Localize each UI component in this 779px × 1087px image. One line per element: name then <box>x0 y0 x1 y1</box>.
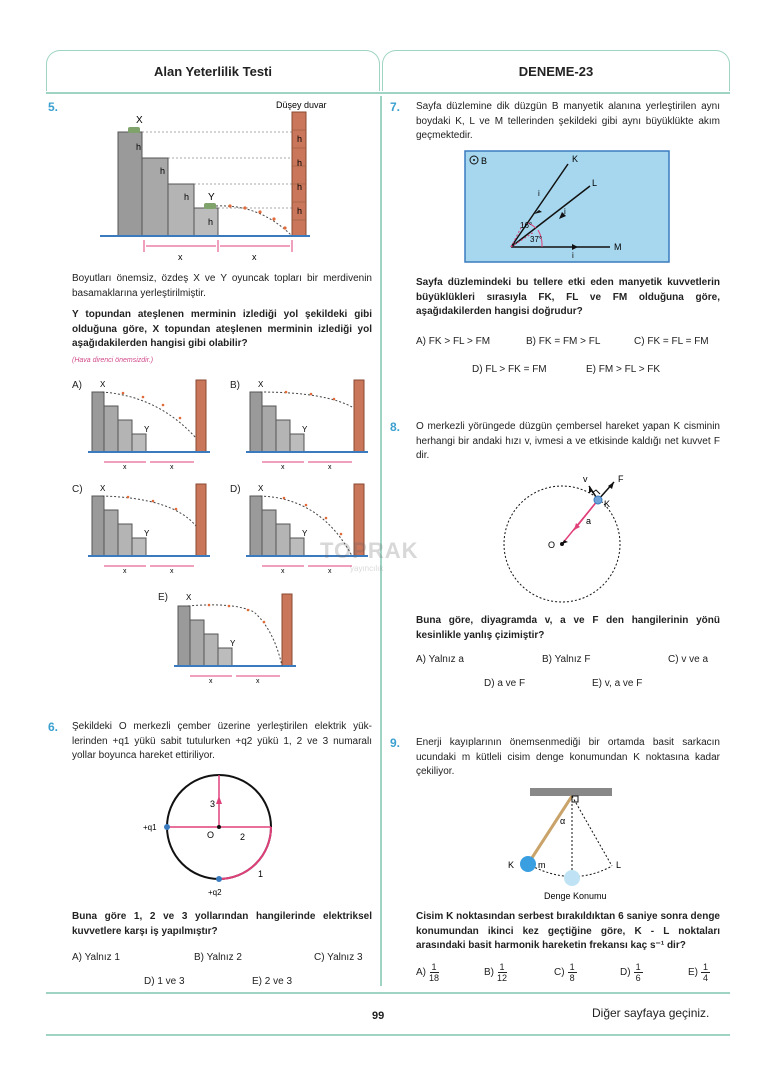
svg-text:16°: 16° <box>520 221 533 230</box>
svg-text:h: h <box>160 166 166 176</box>
svg-text:O: O <box>207 830 215 840</box>
next-page-note: Diğer sayfaya geçiniz. <box>592 1006 710 1020</box>
q7-option-c[interactable]: C) FK = FL = FM <box>634 336 709 347</box>
q7-magnetic-field-figure <box>464 150 670 264</box>
footer-rule-top <box>46 992 730 994</box>
svg-text:X: X <box>258 380 264 389</box>
svg-text:Y: Y <box>230 639 236 648</box>
svg-text:Denge Konumu: Denge Konumu <box>544 891 607 901</box>
q5-question: Y topundan ateşlenen merminin izlediği yol şekildeki gibi olduğuna göre, X topundan ateşlenen merminin izlediği yol aşağıdakilerden hangisi gibi olabilir? <box>72 309 372 349</box>
svg-text:α: α <box>560 816 566 826</box>
svg-text:3: 3 <box>210 799 216 809</box>
q6-option-d[interactable]: D) 1 ve 3 <box>144 976 185 987</box>
q7-stem: Sayfa düzlemine dik düzgün B manyetik alanına yerleştirilen aynı boydaki K, L ve M tellerinden şekildeki gibi aynı büyüklükte akım geçmektedir. <box>416 101 720 141</box>
svg-text:K: K <box>572 154 579 164</box>
svg-text:x: x <box>170 464 174 471</box>
q8-option-b[interactable]: B) Yalnız F <box>542 654 591 665</box>
q9-number: 9. <box>390 736 401 750</box>
q8-question: Buna göre, diyagramda v, a ve F den hangilerinin yönü kesinlikle yanlış çizimiştir? <box>416 615 720 641</box>
svg-text:x: x <box>123 568 127 575</box>
svg-text:K: K <box>604 499 611 509</box>
q7-number: 7. <box>390 100 401 114</box>
svg-text:X: X <box>100 380 106 389</box>
svg-text:Y: Y <box>302 529 308 538</box>
svg-text:O: O <box>548 540 556 550</box>
q8-number: 8. <box>390 420 401 434</box>
svg-text:M: M <box>614 242 622 252</box>
publisher-watermark: TOPRAK yayıncılık <box>320 538 419 573</box>
svg-text:Y: Y <box>302 425 308 434</box>
svg-text:L: L <box>616 860 622 870</box>
svg-text:h: h <box>184 192 190 202</box>
label-Y: Y <box>208 192 215 203</box>
svg-text:h: h <box>136 142 142 152</box>
svg-text:B: B <box>481 156 488 166</box>
svg-text:i: i <box>538 189 540 198</box>
svg-text:v: v <box>583 474 588 484</box>
svg-text:K: K <box>508 860 515 870</box>
q9-option-b[interactable]: B) 1 12 <box>484 962 508 983</box>
svg-text:h: h <box>297 134 303 144</box>
q6-option-e[interactable]: E) 2 ve 3 <box>252 976 293 987</box>
svg-text:h: h <box>297 182 303 192</box>
page-number: 99 <box>372 1010 385 1022</box>
deneme-title: DENEME-23 <box>518 63 594 79</box>
q8-option-a[interactable]: A) Yalnız a <box>416 654 464 665</box>
q8-option-e[interactable]: E) v, a ve F <box>592 678 643 689</box>
svg-text:L: L <box>592 178 598 188</box>
q5-option-c-figure[interactable] <box>88 482 218 574</box>
svg-text:+q1: +q1 <box>143 823 157 832</box>
q7-option-e[interactable]: E) FM > FL > FK <box>586 364 661 375</box>
svg-text:m: m <box>538 860 546 870</box>
q7-option-a[interactable]: A) FK > FL > FM <box>416 336 491 347</box>
q5-option-a-label[interactable]: A) <box>72 380 82 391</box>
footer-rule-bottom <box>46 1034 730 1036</box>
svg-text:h: h <box>208 217 214 227</box>
q6-stem: Şekildeki O merkezli çember üzerine yerleştirilen elektrik yüklerinden +q1 yükü sabit tutulurken +q2 yükü 1, 2 ve 3 numaralı yollar boyunca hareket ettiriliyor. <box>72 721 372 761</box>
header-right <box>382 50 730 91</box>
svg-text:x: x <box>123 464 127 471</box>
q8-option-d[interactable]: D) a ve F <box>484 678 526 689</box>
q7-option-b[interactable]: B) FK = FM > FL <box>526 336 601 347</box>
svg-text:X: X <box>258 484 264 493</box>
svg-text:X: X <box>100 484 106 493</box>
q7-option-d[interactable]: D) FL > FK = FM <box>472 364 547 375</box>
label-X: X <box>136 115 143 126</box>
q9-stem: Enerji kayıplarının önemsenmediği bir ortamda basit sarkacın ucundaki m kütleli cisim denge konumundan K noktasına kadar çekiliyor. <box>416 737 720 777</box>
svg-text:h: h <box>297 158 303 168</box>
q5-note: (Hava direnci önemsizdir.) <box>72 357 154 364</box>
svg-text:2: 2 <box>240 832 246 842</box>
q6-number: 6. <box>48 720 59 734</box>
svg-text:F: F <box>618 474 624 484</box>
q5-option-e-figure[interactable] <box>174 590 304 684</box>
svg-text:x: x <box>170 568 174 575</box>
q5-option-c-label[interactable]: C) <box>72 484 83 495</box>
q5-stem: Boyutları önemsiz, özdeş X ve Y oyuncak topları bir merdivenin basamaklarına yerleştirilmiştir. <box>72 273 372 299</box>
q9-option-e[interactable]: E) 1 4 <box>688 962 709 983</box>
svg-text:x: x <box>256 678 260 685</box>
svg-text:x: x <box>178 252 183 262</box>
svg-text:h: h <box>297 206 303 216</box>
svg-text:37°: 37° <box>530 235 543 244</box>
q9-pendulum-figure <box>500 786 650 902</box>
q5-option-b-label[interactable]: B) <box>230 380 240 391</box>
header-left <box>46 50 380 91</box>
svg-text:x: x <box>252 252 257 262</box>
svg-text:a: a <box>586 516 592 526</box>
q8-option-c[interactable]: C) v ve a <box>668 654 709 665</box>
q6-question: Buna göre 1, 2 ve 3 yollarından hangilerinde elektriksel kuvvetlere karşı iş yapılmıştır? <box>72 911 372 937</box>
svg-text:i: i <box>564 207 566 216</box>
svg-text:1: 1 <box>258 869 264 879</box>
q5-option-d-label[interactable]: D) <box>230 484 241 495</box>
q5-number: 5. <box>48 100 59 114</box>
q9-option-c[interactable]: C) 1 8 <box>554 962 575 983</box>
svg-text:+q2: +q2 <box>208 888 222 897</box>
svg-text:Y: Y <box>144 529 150 538</box>
svg-text:i: i <box>572 251 574 260</box>
svg-text:Y: Y <box>144 425 150 434</box>
q6-option-b[interactable]: B) Yalnız 2 <box>194 952 242 963</box>
q8-stem: O merkezli yörüngede düzgün çembersel hareket yapan K cisminin herhangi bir andaki hızı v, ivmesi a ve etkisinde kaldığı net kuvvet F dir. <box>416 421 720 461</box>
q5-option-b-figure[interactable] <box>246 378 376 470</box>
header-rule <box>46 92 730 94</box>
svg-text:x: x <box>328 568 332 575</box>
q7-question: Sayfa düzlemindeki bu tellere etki eden manyetik kuvvetlerin büyüklükleri sırasıyla FK, FL ve FM olduğuna göre, aşağıdakilerden hangisi doğrudur? <box>416 277 720 317</box>
svg-text:x: x <box>328 464 332 471</box>
q5-option-e-label[interactable]: E) <box>158 592 168 603</box>
svg-text:x: x <box>281 464 285 471</box>
q6-option-c[interactable]: C) Yalnız 3 <box>314 952 363 963</box>
svg-text:X: X <box>186 593 192 602</box>
q9-option-a[interactable]: A) 1 18 <box>416 962 440 983</box>
q9-question: Cisim K noktasından serbest bırakıldıktan 6 saniye sonra denge konumundan ikinci kez geçtiğine göre, K - L noktaları arasındaki basit harmonik hareketin frekansı kaç s⁻¹ dir? <box>416 911 720 951</box>
q5-main-figure <box>100 100 327 265</box>
svg-text:x: x <box>209 678 213 685</box>
q6-circle-figure <box>140 770 300 900</box>
test-title: Alan Yeterlilik Testi <box>153 63 272 79</box>
q5-option-a-figure[interactable] <box>88 378 218 470</box>
wall-label: Düşey duvar <box>276 100 327 110</box>
q8-circular-motion-figure <box>500 472 650 608</box>
svg-text:x: x <box>281 568 285 575</box>
q9-option-d[interactable]: D) 1 6 <box>620 962 641 983</box>
q6-option-a[interactable]: A) Yalnız 1 <box>72 952 120 963</box>
